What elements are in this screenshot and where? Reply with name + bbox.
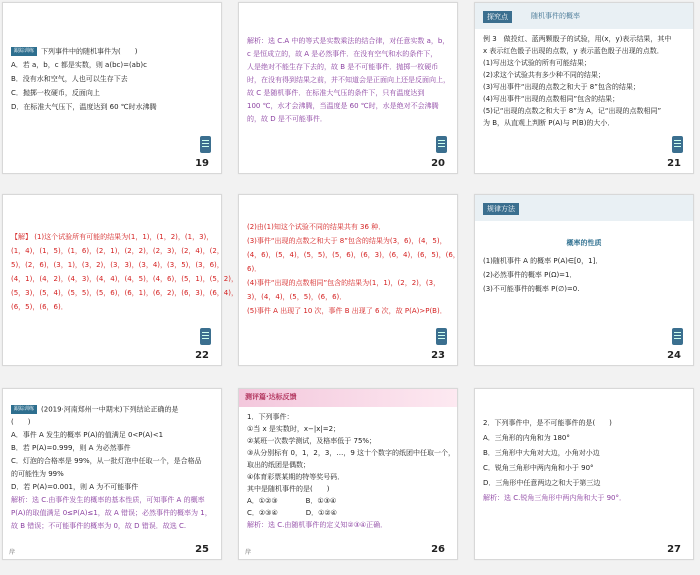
question-line: 1．下列事件：: [247, 413, 294, 421]
solution-line: (4)事件“出现的点数相同”包含的结果为(1，1)，(2，2)，(3，: [247, 279, 441, 287]
example-line: 为 B，从直观上判断 P(A)与 P(B)的大小．: [483, 119, 615, 127]
example-line: (3)写出事件“出现的点数之和大于 8”包含的结果；: [483, 83, 640, 91]
question-line: 其中是随机事件的是( ): [247, 485, 330, 493]
slide-number: 23: [431, 350, 445, 361]
question-line: ①当 x 是实数时，x−|x|=2；: [247, 425, 341, 433]
section-tag: 探究点: [483, 11, 512, 23]
analysis-line: 故 B 错误；不可能事件的概率为 0，故 D 错误．故选 C.: [11, 522, 187, 530]
example-line: x 表示红色骰子出现的点数，y 表示蓝色骰子出现的点数．: [483, 47, 664, 55]
question-stem: 跟踪训练 (2019·河南郑州一中期末)下列结论正确的是: [11, 405, 213, 415]
question-line: ②某班一次数学测试，及格率低于 75%；: [247, 437, 377, 445]
nav-icon[interactable]: [672, 328, 683, 345]
option-c: C．锐角三角形中两内角和小于 90°: [483, 464, 594, 472]
slide-number: 25: [195, 544, 209, 555]
question-line: 2．下列事件中，是不可能事件的是( ): [483, 419, 612, 427]
practice-tag: 跟踪训练: [11, 405, 37, 414]
section-header: [475, 195, 693, 221]
options-cd: C．②③④ D．①②④: [247, 509, 337, 517]
options-ab: A．①②③ B．①③④: [247, 497, 337, 505]
nav-icon[interactable]: [200, 136, 211, 153]
section-title: 随机事件的概率: [531, 12, 580, 20]
solution-line: (5)事件 A 出现了 10 次，事件 B 出现了 6 次，故 P(A)>P(B)．: [247, 307, 447, 315]
example-line: (5)记“出现的点数之和大于 8”为 A，记“出现的点数相同”: [483, 107, 662, 115]
solution-line: 6)．: [247, 265, 262, 273]
property-line: (2)必然事件的概率 P(Ω)=1．: [483, 271, 577, 279]
publisher-logo: 岸: [9, 549, 16, 556]
property-line: (1)随机事件 A 的概率 P(A)∈[0，1]．: [483, 257, 603, 265]
slide-number: 27: [667, 544, 681, 555]
question-stem: 跟踪训练 下列事件中的随机事件为( ): [11, 47, 213, 57]
option-c: C．抛掷一枚硬币，反面向上: [11, 89, 100, 97]
option-b: B．没有水和空气，人也可以生存下去: [11, 75, 128, 83]
slide-20[interactable]: [238, 2, 458, 174]
section-banner: [239, 389, 457, 407]
analysis-line: 人是绝对不能生存下去的，故 B 是不可能事件．抛掷一枚硬币: [247, 63, 439, 71]
analysis-line: 的，故 D 是不可能事件．: [247, 115, 327, 123]
solution-line: 3)，(4，4)，(5，5)，(6，6)．: [247, 293, 347, 301]
example-line: (2)求这个试验共有多少种不同的结果；: [483, 71, 605, 79]
solution-line: (1，4)，(1，5)，(1，6)，(2，1)，(2，2)，(2，3)，(2，4)，(2，: [11, 247, 224, 255]
slide-25[interactable]: [2, 388, 222, 560]
analysis-line: 解析：选 C.A 中的等式是实数乘法的结合律，对任意实数 a，b，: [247, 37, 450, 45]
slide-27[interactable]: [474, 388, 694, 560]
property-line: (3)不可能事件的概率 P(∅)=0.: [483, 285, 580, 293]
nav-icon[interactable]: [672, 136, 683, 153]
solution-line: (5，3)，(5，4)，(5，5)，(5，6)，(6，1)，(6，2)，(6，3)，(6，4)，: [11, 289, 238, 297]
slide-number: 26: [431, 544, 445, 555]
solution-line: (6，5)，(6，6)．: [11, 303, 68, 311]
solution-line: (4，6)，(5，4)，(5，5)，(5，6)，(6，3)，(6，4)，(6，5)，(6，: [247, 251, 460, 259]
nav-icon[interactable]: [436, 136, 447, 153]
method-tag: 规律方法: [483, 203, 519, 215]
option-d: D．若 P(A)=0.001，则 A 为不可能事件: [11, 483, 139, 491]
question-line: ( ): [11, 418, 31, 426]
banner-label: 测评篇·达标反馈: [245, 393, 297, 401]
nav-icon[interactable]: [200, 328, 211, 345]
slide-21[interactable]: [474, 2, 694, 174]
example-line: (4)写出事件“出现的点数相同”包含的结果；: [483, 95, 620, 103]
solution-line: 【解】 (1)这个试验所有可能的结果为(1，1)，(1，2)，(1，3)，: [11, 233, 214, 241]
analysis-line: c 是恒成立的，故 A 是必然事件．在没有空气和水的条件下，: [247, 50, 438, 58]
option-d: D．三角形中任意两边之和大于第三边: [483, 479, 601, 487]
question-line: ③从分别标有 0，1，2，3，…，9 这十个数字的纸团中任取一个，: [247, 449, 455, 457]
solution-line: (3)事件“出现的点数之和大于 8”包含的结果为(3，6)，(4，5)，: [247, 237, 447, 245]
slide-number: 24: [667, 350, 681, 361]
slide-24[interactable]: [474, 194, 694, 366]
section-title: 概率的性质: [566, 239, 602, 247]
slide-number: 20: [431, 158, 445, 169]
option-d: D．在标准大气压下，温度达到 60 ℃时水沸腾: [11, 103, 157, 111]
nav-icon[interactable]: [436, 328, 447, 345]
slide-26[interactable]: [238, 388, 458, 560]
analysis-line: 100 ℃，水才会沸腾，当温度是 60 ℃时，水是绝对不会沸腾: [247, 102, 439, 110]
option-b: B．三角形中大角对大边，小角对小边: [483, 449, 600, 457]
example-line: (1)写出这个试验的所有可能结果；: [483, 59, 591, 67]
question-line: ④体育彩票某期的特等奖号码．: [247, 473, 345, 481]
solution-line: (4，1)，(4，2)，(4，3)，(4，4)，(4，5)，(4，6)，(5，1)，(5，2)，: [11, 275, 238, 283]
solution-line: (2)由(1)知这个试验不同的结果共有 36 种．: [247, 223, 386, 231]
example-line: 例 3 做投红、蓝两颗骰子的试验，用(x，y)表示结果，其中: [483, 35, 672, 43]
slide-23[interactable]: [238, 194, 458, 366]
slide-number: 19: [195, 158, 209, 169]
option-a: A．事件 A 发生的概率 P(A)的值满足 0<P(A)<1: [11, 431, 164, 439]
practice-tag: 跟踪训练: [11, 47, 37, 56]
option-a: A．三角形的内角和为 180°: [483, 434, 570, 442]
option-c: C．灯泡的合格率是 99%，从一批灯泡中任取一个，是合格品: [11, 457, 202, 465]
slide-number: 22: [195, 350, 209, 361]
option-a: A．若 a，b，c 都是实数，则 a(bc)=(ab)c: [11, 61, 147, 69]
question-line: 取出的纸团是偶数；: [247, 461, 310, 469]
slide-number: 21: [667, 158, 681, 169]
slide-19[interactable]: [2, 2, 222, 174]
analysis-line: 解析：选 C.锐角三角形中两内角和大于 90°．: [483, 494, 626, 502]
option-b: B．若 P(A)=0.999，则 A 为必然事件: [11, 444, 131, 452]
analysis-line: 故 C 是随机事件．在标准大气压的条件下，只有温度达到: [247, 89, 425, 97]
analysis-line: 解析：选 C.由随机事件的定义知②③④正确．: [247, 521, 388, 529]
option-c-cont: 的可能性为 99%: [11, 470, 64, 478]
solution-line: 5)，(2，6)，(3，1)，(3，2)，(3，3)，(3，4)，(3，5)，(3，6)，: [11, 261, 224, 269]
section-header: [475, 3, 693, 29]
analysis-line: P(A)的取值满足 0≤P(A)≤1，故 A 错误；必然事件的概率为 1，: [11, 509, 212, 517]
slide-22[interactable]: [2, 194, 238, 366]
publisher-logo: 岸: [245, 549, 252, 556]
analysis-line: 时，在没有得到结果之前，并不知道会是正面向上还是反面向上，: [247, 76, 450, 84]
analysis-line: 解析：选 C.由事件发生的概率的基本性质，可知事件 A 的概率: [11, 496, 205, 504]
